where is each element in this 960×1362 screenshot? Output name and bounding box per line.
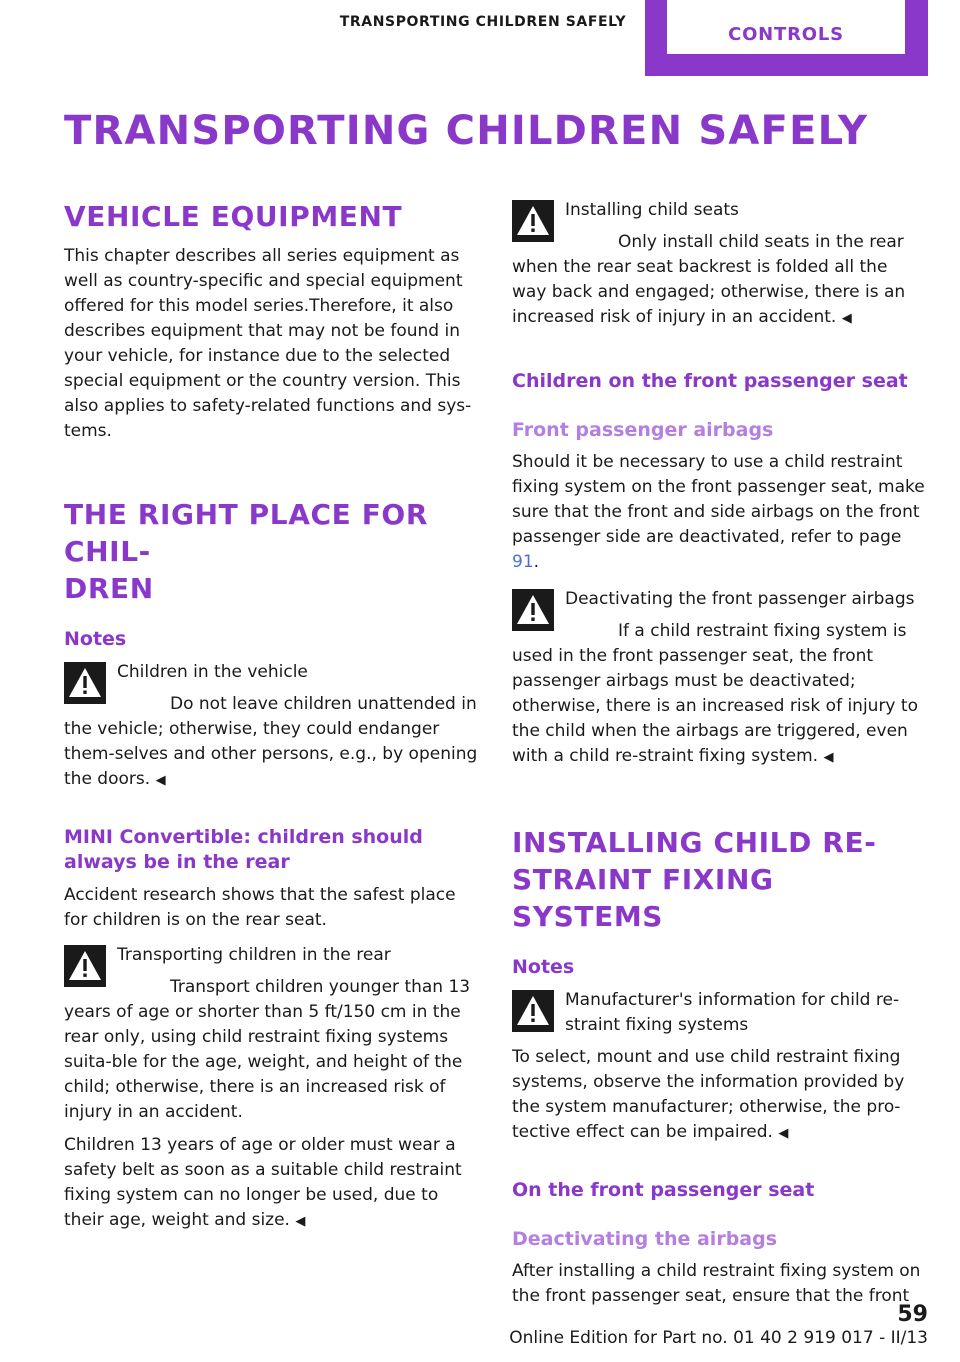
warning-triangle-icon: [512, 200, 554, 242]
warning-triangle-icon: [64, 945, 106, 987]
convertible-body: Accident research shows that the safest place for children is on the rear seat.: [64, 885, 456, 930]
heading-right-place: [64, 496, 478, 607]
page-link-91[interactable]: 91: [512, 552, 534, 572]
heading-vehicle-equipment: VEHICLE EQUIPMENT: [64, 200, 403, 233]
header-tab-inner: [667, 0, 905, 54]
warning-body: Do not leave children unattended in the vehicle; otherwise, they could endanger them‐selves and other persons, e.g., by opening the doors. ◀: [64, 694, 478, 789]
right-column: [512, 198, 926, 1309]
warning-manufacturer-info: [512, 988, 926, 1146]
left-column: [64, 198, 478, 1234]
heading-installing-line1: INSTALLING CHILD RE‐: [512, 826, 877, 859]
footer-edition: Online Edition for Part no. 01 40 2 919 017 - II/13: [509, 1328, 928, 1348]
front-airbags-body: Should it be necessary to use a child restraint fixing system on the front passenger seat, make sure that the front and side airbags on the front passenger side are deactivated, refer to page 91.: [512, 452, 925, 572]
running-header-section: TRANSPORTING CHILDREN SAFELY: [339, 14, 627, 30]
header-tab-controls[interactable]: CONTROLS: [728, 24, 844, 45]
notes-heading-right: Notes: [512, 956, 575, 978]
warning-body: To select, mount and use child restraint fixing systems, observe the information provided by the system manufacturer; otherwise, the pro‐tective effect can be impaired. ◀: [512, 1047, 905, 1142]
on-front-seat-body: After installing a child restraint fixing system on the front passenger seat, ensure that the front: [512, 1261, 921, 1306]
warning-title: Children in the vehicle: [117, 662, 308, 682]
warning-body: If a child restraint fixing system is used in the front passenger seat, the front passenger airbags must be deactivated; otherwise, there is an increased risk of injury to the child when the airbags are triggered, even with a child re‐straint fixing system. ◀: [512, 621, 918, 766]
subheading-front-airbags: Front passenger airbags: [512, 419, 774, 441]
warning-deactivating-airbags: [512, 587, 926, 770]
heading-children-front-seat: Children on the front passenger seat: [512, 370, 908, 392]
heading-on-front-seat: On the front passenger seat: [512, 1179, 815, 1201]
end-mark-icon: ◀: [823, 750, 834, 765]
heading-right-place-line2: DREN: [64, 572, 154, 605]
warning-body: Transport children younger than 13 years of age or shorter than 5 ft/150 cm in the rear only, using child restraint fixing systems suita‐ble for the age, weight, and height of the child; otherwise, there is an increased risk of injury in an accident.: [64, 977, 471, 1122]
header-tab-box: [645, 0, 928, 76]
warning-transporting-rear: [64, 943, 478, 1125]
vehicle-equipment-body: This chapter describes all series equipment as well as country-specific and special equipment offered for this model series.Therefore, it also describes equipment that may not be found in your vehicle, for instance due to the selected special equipment or the country version. This also applies to safety-related functions and sys‐tems.: [64, 246, 472, 441]
warning-title: Manufacturer's information for child re‐straint fixing systems: [565, 990, 900, 1035]
subheading-deactivating-airbags: Deactivating the airbags: [512, 1228, 778, 1250]
end-mark-icon: ◀: [778, 1126, 789, 1141]
heading-installing-line2: STRAINT FIXING SYSTEMS: [512, 863, 774, 933]
warning-triangle-icon: [64, 662, 106, 704]
end-mark-icon: ◀: [155, 773, 166, 788]
page-number: 59: [897, 1302, 928, 1327]
warning-title: Transporting children in the rear: [117, 945, 391, 965]
warning-body: Only install child seats in the rear when the rear seat backrest is folded all the way back and engaged; otherwise, there is an increased risk of injury in an accident. ◀: [512, 232, 906, 327]
warning-triangle-icon: [512, 990, 554, 1032]
warning-title: Deactivating the front passenger airbags: [565, 589, 915, 609]
heading-convertible: MINI Convertible: children should always be in the rear: [64, 826, 423, 873]
warning-children-in-vehicle: [64, 660, 478, 793]
warning-installing-child-seats: [512, 198, 926, 331]
convertible-body2: Children 13 years of age or older must wear a safety belt as soon as a suitable child restraint fixing system can no longer be used, due to their age, weight and size. ◀: [64, 1135, 462, 1230]
heading-installing-systems: [512, 824, 926, 935]
end-mark-icon: ◀: [841, 311, 852, 326]
end-mark-icon: ◀: [295, 1214, 306, 1229]
warning-title: Installing child seats: [565, 200, 739, 220]
heading-right-place-line1: THE RIGHT PLACE FOR CHIL‐: [64, 498, 428, 568]
page-title: TRANSPORTING CHILDREN SAFELY: [64, 108, 869, 154]
warning-triangle-icon: [512, 589, 554, 631]
notes-heading: Notes: [64, 628, 127, 650]
